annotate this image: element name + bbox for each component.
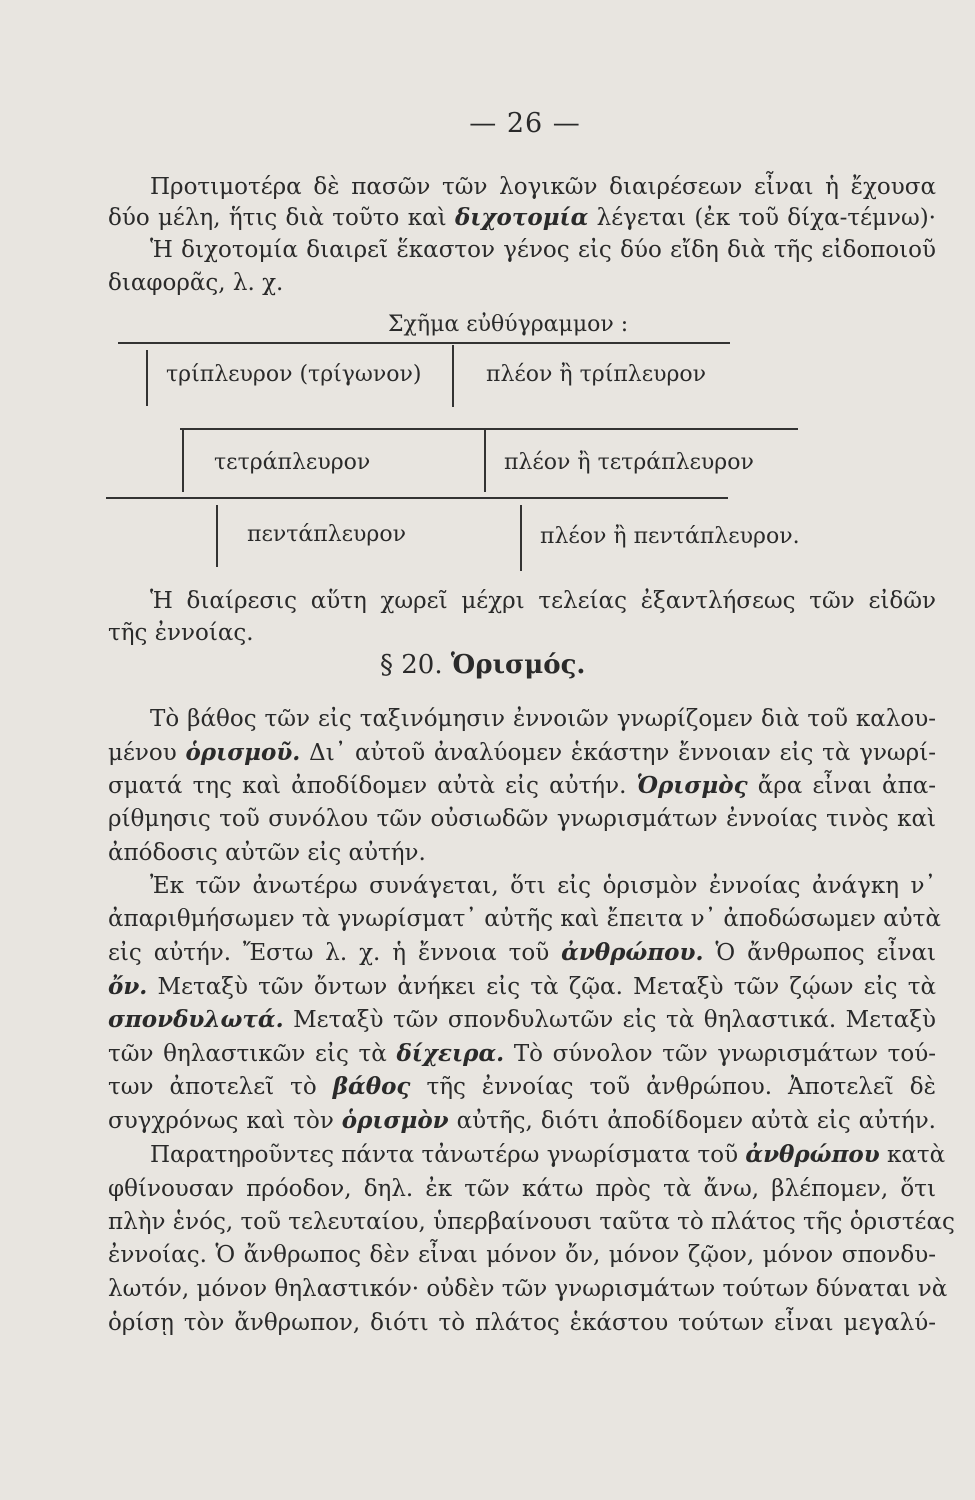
- diagram-rule: [484, 430, 486, 492]
- text-line: [108, 871, 936, 901]
- diagram-label-more-than-trilateral: πλέον ἢ τρίπλευρον: [486, 362, 707, 387]
- text-run: Δι᾽ αὐτοῦ ἀναλύομεν ἑκάστην ἔννοιαν εἰς τὰ γνωρί-: [300, 740, 936, 766]
- diagram-label-more-than-pentagonal: πλέον ἢ πεντάπλευρον.: [540, 524, 800, 549]
- text-line: [108, 586, 936, 616]
- text-line: [108, 1274, 948, 1304]
- text-run: εἰς αὐτήν. Ἔστω λ. χ. ἡ ἔννοια τοῦ: [108, 940, 562, 966]
- emphasized-term: ὄν.: [108, 973, 148, 1000]
- text-run: λέγεται (ἐκ τοῦ δίχα-τέμνω)·: [588, 205, 936, 231]
- text-line: [108, 804, 936, 834]
- text-run: ἀπαριθμήσωμεν τὰ γνωρίσματ᾽ αὐτῆς καὶ ἔπειτα ν᾽ ἀποδώσωμεν αὐτὰ: [108, 906, 941, 932]
- text-line: [108, 771, 936, 801]
- text-line: [108, 1005, 936, 1035]
- text-run: ὁρίσῃ τὸν ἄνθρωπον, διότι τὸ πλάτος ἑκάστου τούτων εἶναι μεγαλύ-: [108, 1310, 936, 1336]
- text-line: [108, 704, 936, 734]
- emphasized-term: δίχειρα.: [396, 1040, 505, 1067]
- diagram-label-pentagonal: πεντάπλευρον: [247, 522, 406, 547]
- diagram-label-trilateral: τρίπλευρον (τρίγωνον): [166, 362, 422, 387]
- text-run: συγχρόνως καὶ τὸν: [108, 1108, 342, 1134]
- text-run: Μεταξὺ τῶν σπονδυλωτῶν εἰς τὰ θηλαστικά. Μεταξὺ: [283, 1007, 936, 1033]
- text-run: σματά της καὶ ἀποδίδομεν αὐτὰ εἰς αὐτήν.: [108, 773, 637, 799]
- diagram-title: Σχῆμα εὐθύγραμμον :: [388, 312, 629, 337]
- text-run: φθίνουσαν πρόοδον, δηλ. ἐκ τῶν κάτω πρὸς τὰ ἄνω, βλέπομεν, ὅτι: [108, 1176, 936, 1202]
- text-run: ἀπόδοσις αὐτῶν εἰς αὐτήν.: [108, 840, 426, 866]
- text-run: Τὸ βάθος τῶν εἰς ταξινόμησιν ἐννοιῶν γνωρίζομεν διὰ τοῦ καλου-: [150, 706, 936, 732]
- text-line: [108, 1140, 946, 1170]
- text-run: Ἡ διχοτομία διαιρεῖ ἕκαστον γένος εἰς δύο εἴδη διὰ τῆς εἰδοποιοῦ: [150, 237, 936, 263]
- text-line: [108, 1240, 936, 1270]
- emphasized-term: διχοτομία: [454, 204, 589, 231]
- diagram-label-quadrilateral: τετράπλευρον: [214, 450, 371, 475]
- emphasized-term: ἀνθρώπου: [745, 1141, 880, 1168]
- diagram-rule: [182, 430, 184, 492]
- page-number: — 26 —: [469, 108, 581, 139]
- diagram-rule: [118, 342, 730, 344]
- text-line: [108, 1072, 936, 1102]
- text-run: λωτόν, μόνον θηλαστικόν· οὐδὲν τῶν γνωρισμάτων τούτων δύναται νὰ: [108, 1276, 948, 1302]
- text-run: ἄρα εἶναι ἀπα-: [747, 773, 936, 799]
- text-line: [108, 972, 936, 1002]
- text-line: [108, 1207, 955, 1237]
- text-run: ρίθμησις τοῦ συνόλου τῶν οὐσιωδῶν γνωρισμάτων ἐννοίας τινὸς καὶ: [108, 806, 936, 832]
- text-line: [108, 1039, 936, 1069]
- text-line: [108, 1174, 936, 1204]
- diagram-rule: [106, 497, 728, 499]
- text-line: [108, 938, 936, 968]
- text-run: Παρατηροῦντες πάντα τἀνωτέρω γνωρίσματα τοῦ: [150, 1142, 746, 1168]
- text-run: διαφορᾶς, λ. χ.: [108, 270, 284, 296]
- text-line: [108, 738, 936, 768]
- text-run: δύο μέλη, ἥτις διὰ τοῦτο καὶ: [108, 205, 455, 231]
- text-run: τῆς ἐννοίας.: [108, 620, 254, 646]
- emphasized-term: βάθος: [332, 1073, 411, 1100]
- text-run: Ἐκ τῶν ἀνωτέρω συνάγεται, ὅτι εἰς ὁρισμὸν ἐννοίας ἀνάγκη ν᾽: [150, 873, 936, 899]
- emphasized-term: ὁρισμὸν: [341, 1107, 449, 1134]
- text-run: Μεταξὺ τῶν ὄντων ἀνήκει εἰς τὰ ζῷα. Μεταξὺ τῶν ζῴων εἰς τὰ: [147, 974, 936, 1000]
- diagram-label-more-than-quadrilateral: πλέον ἢ τετράπλευρον: [504, 450, 754, 475]
- diagram-rule: [146, 350, 148, 406]
- section-heading: [380, 650, 586, 680]
- text-line: [108, 838, 936, 868]
- diagram-rule: [520, 505, 522, 571]
- text-run: ἐννοίας. Ὁ ἄνθρωπος δὲν εἶναι μόνον ὄν, μόνον ζῷον, μόνον σπονδυ-: [108, 1242, 936, 1268]
- text-line: [108, 904, 941, 934]
- text-run: Ἡ διαίρεσις αὕτη χωρεῖ μέχρι τελείας ἐξαντλήσεως τῶν εἰδῶν: [150, 588, 936, 614]
- section-title: Ὁρισμός.: [450, 650, 586, 680]
- section-number: § 20.: [380, 650, 443, 680]
- text-run: των ἀποτελεῖ τὸ: [108, 1074, 333, 1100]
- text-run: κατὰ: [879, 1142, 946, 1168]
- diagram-rule: [180, 428, 798, 430]
- text-run: αὐτῆς, διότι ἀποδίδομεν αὐτὰ εἰς αὐτήν.: [448, 1108, 936, 1134]
- text-run: τῆς ἐννοίας τοῦ ἀνθρώπου. Ἀποτελεῖ δὲ: [410, 1074, 936, 1100]
- dichotomy-diagram: [0, 0, 975, 600]
- emphasized-term: ἀνθρώπου.: [561, 939, 704, 966]
- text-run: πλὴν ἑνός, τοῦ τελευταίου, ὑπερβαίνουσι ταῦτα τὸ πλάτος τῆς ὁριστέας: [108, 1209, 955, 1235]
- text-run: τῶν θηλαστικῶν εἰς τὰ: [108, 1041, 397, 1067]
- text-line: [108, 618, 936, 648]
- text-run: Τὸ σύνολον τῶν γνωρισμάτων τού-: [504, 1041, 936, 1067]
- diagram-rule: [216, 505, 218, 567]
- text-run: μένου: [108, 740, 186, 766]
- diagram-rule: [452, 345, 454, 407]
- text-line: [108, 1308, 936, 1338]
- emphasized-term: ὁρισμοῦ.: [185, 739, 301, 766]
- text-line: [108, 1106, 936, 1136]
- emphasized-term: Ὁρισμὸς: [636, 772, 748, 799]
- text-run: Προτιμοτέρα δὲ πασῶν τῶν λογικῶν διαιρέσεων εἶναι ἡ ἔχουσα: [150, 174, 936, 200]
- text-run: Ὁ ἄνθρωπος εἶναι: [703, 940, 936, 966]
- emphasized-term: σπονδυλωτά.: [108, 1006, 284, 1033]
